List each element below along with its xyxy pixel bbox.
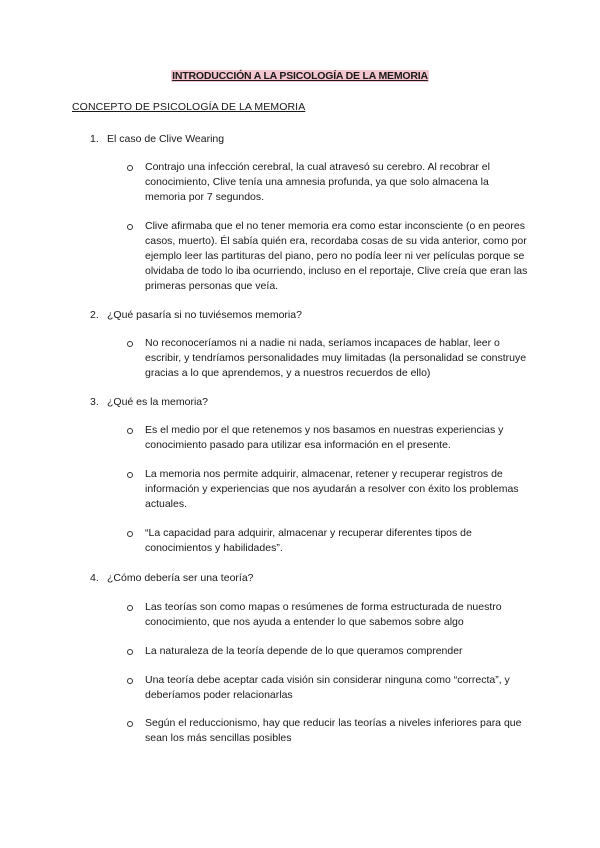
bullet-text: La naturaleza de la teoría depende de lo que queramos comprender <box>145 645 463 657</box>
list-item-heading: ¿Qué pasaría si no tuviésemos memoria? <box>107 309 302 321</box>
list-item-heading: ¿Qué es la memoria? <box>107 396 208 408</box>
bullet-point <box>127 467 532 512</box>
bullet-point <box>127 644 532 659</box>
list-item-number: 2. <box>90 309 99 321</box>
list-item-number: 4. <box>90 572 99 584</box>
bullet-text: No reconoceríamos ni a nadie ni nada, seríamos incapaces de hablar, leer o escribir, y tendríamos personalidades muy limitadas (la personalidad se construye gracias a lo que aprendemos, y a nuestros recuerdos de ello) <box>145 337 527 379</box>
circle-bullet-icon <box>127 649 133 655</box>
bullet-point <box>127 716 532 746</box>
circle-bullet-icon <box>127 428 133 434</box>
bullet-text: Contrajo una infección cerebral, la cual atravesó su cerebro. Al recobrar el conocimiento, Clive tenía una amnesia profunda, ya que solo almacena la memoria por 7 segundos. <box>145 161 490 203</box>
document-title: INTRODUCCIÓN A LA PSICOLOGÍA DE LA MEMORIA <box>172 70 428 82</box>
circle-bullet-icon <box>127 472 133 478</box>
bullet-text: Las teorías son como mapas o resúmenes de forma estructurada de nuestro conocimiento, que nos ayuda a entender lo que sabemos sobre algo <box>145 601 502 628</box>
bullet-point <box>127 600 532 630</box>
list-item-number: 1. <box>90 133 99 145</box>
bullet-point <box>127 526 532 556</box>
list-item-2 <box>90 308 302 323</box>
list-item-number: 3. <box>90 396 99 408</box>
circle-bullet-icon <box>127 678 133 684</box>
circle-bullet-icon <box>127 165 133 171</box>
bullet-text: Una teoría debe aceptar cada visión sin considerar ninguna como “correcta”, y deberíamos poder relacionarlas <box>145 674 510 701</box>
circle-bullet-icon <box>127 224 133 230</box>
circle-bullet-icon <box>127 721 133 727</box>
list-item-3 <box>90 395 208 410</box>
section-title: CONCEPTO DE PSICOLOGÍA DE LA MEMORIA <box>72 101 306 113</box>
circle-bullet-icon <box>127 531 133 537</box>
bullet-point <box>127 423 532 453</box>
list-item-1 <box>90 132 224 147</box>
bullet-text: “La capacidad para adquirir, almacenar y recuperar diferentes tipos de conocimientos y habilidades”. <box>145 527 472 554</box>
bullet-text: Es el medio por el que retenemos y nos basamos en nuestras experiencias y conocimiento pasado para utilizar esa información en el presente. <box>145 424 504 451</box>
bullet-point <box>127 160 532 205</box>
bullet-text: La memoria nos permite adquirir, almacenar, retener y recuperar registros de información y experiencias que nos ayudarán a resolver con éxito los problemas actuales. <box>145 468 519 510</box>
document-title-line <box>0 70 600 82</box>
circle-bullet-icon <box>127 605 133 611</box>
bullet-text: Clive afirmaba que el no tener memoria era como estar inconsciente (o en peores casos, muerto). Él sabía quién era, recordaba cosas de su vida anterior, como por ejemplo leer las partituras del piano, pero no podía leer ni ver películas porque se olvidaba de todo lo iba ocurriendo, incluso en el reportaje, Clive creía que eran las primeras personas que veía. <box>145 220 528 292</box>
bullet-point <box>127 336 532 381</box>
list-item-4 <box>90 571 254 586</box>
circle-bullet-icon <box>127 341 133 347</box>
bullet-point <box>127 673 532 703</box>
bullet-point <box>127 219 532 294</box>
list-item-heading: ¿Cómo debería ser una teoría? <box>107 572 254 584</box>
list-item-heading: El caso de Clive Wearing <box>107 133 225 145</box>
bullet-text: Según el reduccionismo, hay que reducir las teorías a niveles inferiores para que sean los más sencillas posibles <box>145 717 522 744</box>
